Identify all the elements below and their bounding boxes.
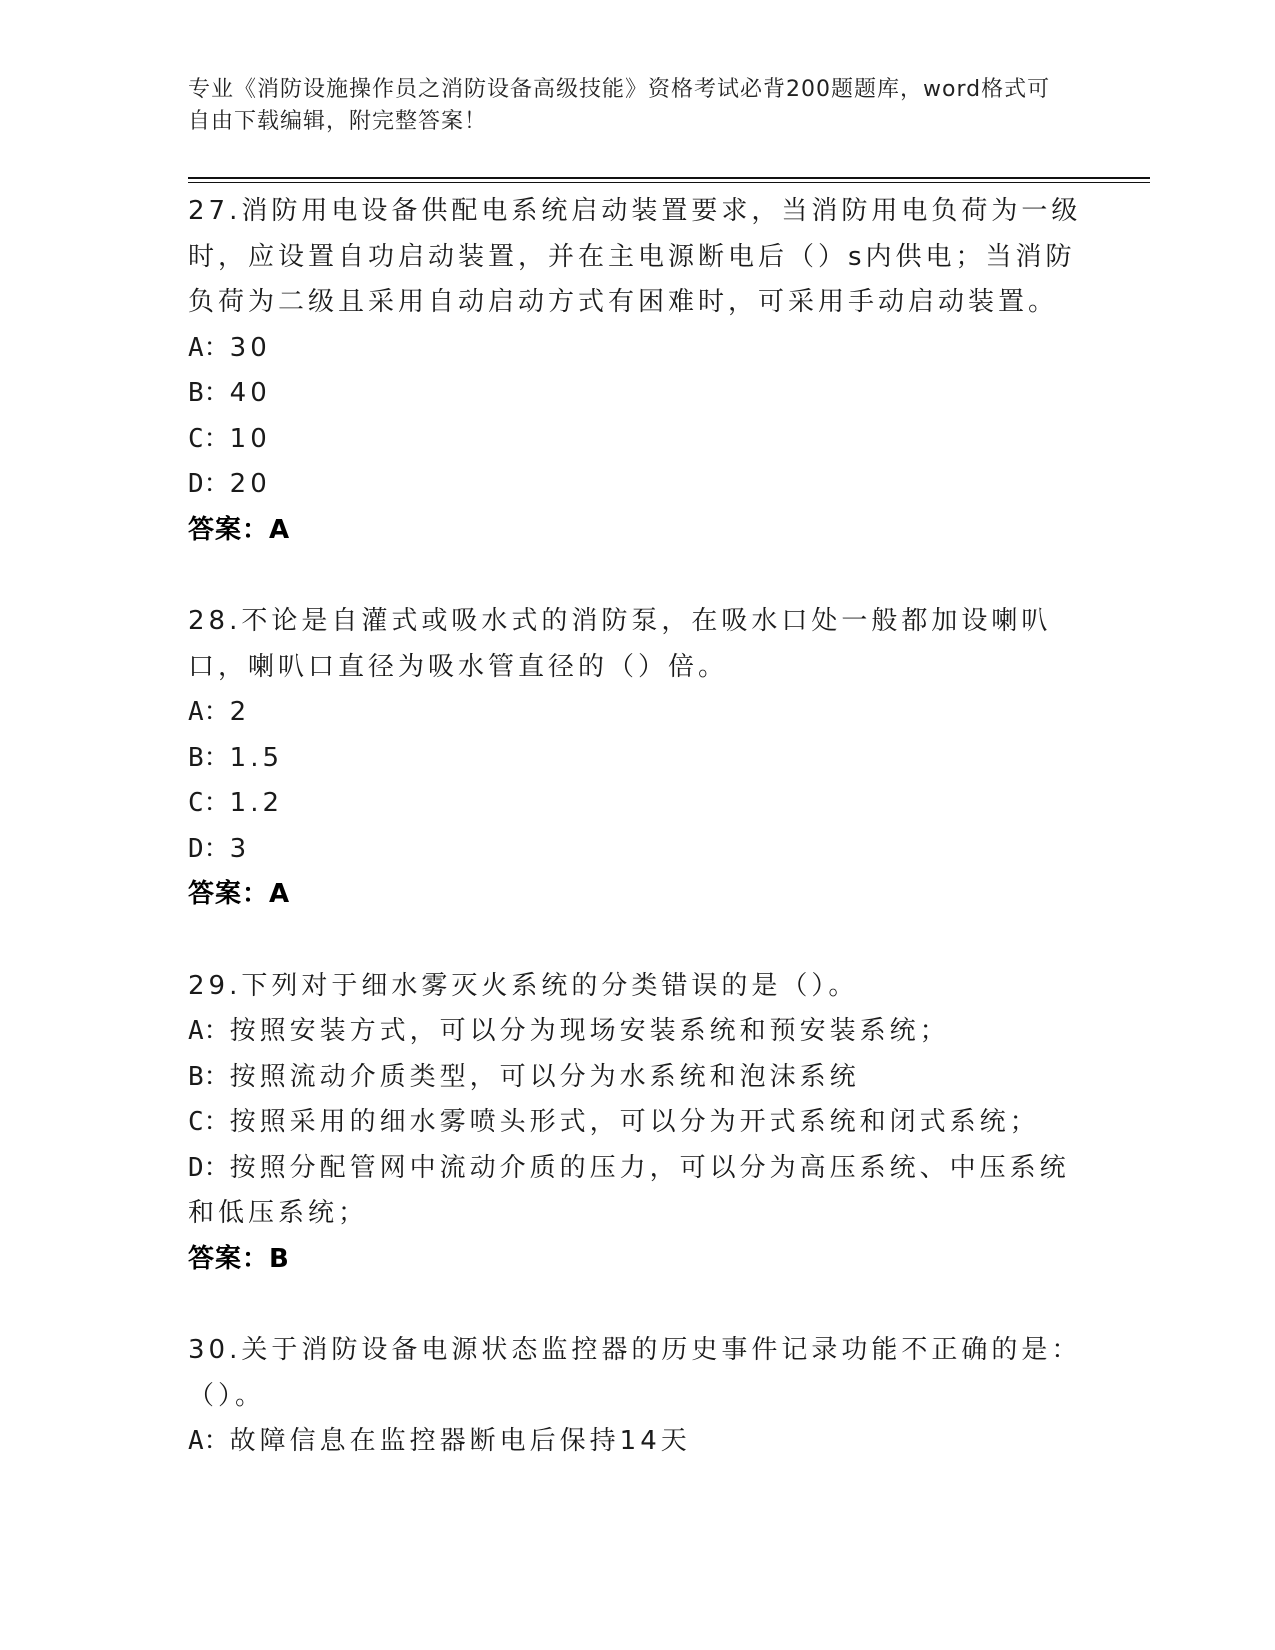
option-value: 按照分配管网中流动介质的压力，可以分为高压系统、中压系统和低压系统； xyxy=(188,1152,1070,1228)
option-c xyxy=(188,781,1088,827)
option-a xyxy=(188,690,1088,736)
question-28 xyxy=(188,599,1088,918)
question-list xyxy=(188,189,1088,1511)
option-d xyxy=(188,827,1088,873)
option-value: 按照流动介质类型，可以分为水系统和泡沫系统 xyxy=(229,1061,860,1092)
question-29 xyxy=(188,964,1088,1283)
answer: 答案：A xyxy=(188,879,291,909)
option-value: 3 xyxy=(229,833,251,864)
option-label: A： xyxy=(188,1016,230,1046)
option-a xyxy=(188,1419,1088,1465)
option-c xyxy=(188,417,1088,463)
option-value: 10 xyxy=(229,423,271,454)
option-d xyxy=(188,462,1088,508)
option-value: 故障信息在监控器断电后保持14天 xyxy=(229,1426,691,1456)
question-text: 30.关于消防设备电源状态监控器的历史事件记录功能不正确的是：（）。 xyxy=(188,1335,1082,1411)
option-value: 按照安装方式，可以分为现场安装系统和预安装系统； xyxy=(229,1016,950,1046)
option-label: D： xyxy=(188,469,230,499)
option-value: 按照采用的细水雾喷头形式，可以分为开式系统和闭式系统； xyxy=(229,1107,1040,1137)
option-label: A： xyxy=(188,332,230,363)
option-label: C： xyxy=(188,1107,230,1137)
option-label: C： xyxy=(188,423,230,454)
option-b xyxy=(188,1055,1088,1101)
option-label: A： xyxy=(188,1426,230,1456)
answer: 答案：A xyxy=(188,514,291,545)
option-c xyxy=(188,1100,1088,1146)
answer: 答案：B xyxy=(188,1243,290,1274)
option-label: B： xyxy=(188,1061,230,1092)
question-text: 28.不论是自灌式或吸水式的消防泵，在吸水口处一般都加设喇叭口，喇叭口直径为吸水管直径的（）倍。 xyxy=(188,606,1052,682)
option-value: 40 xyxy=(229,378,271,408)
option-a xyxy=(188,1009,1088,1055)
option-d xyxy=(188,1146,1088,1237)
option-value: 1.5 xyxy=(229,742,284,773)
option-label: D： xyxy=(188,1152,230,1183)
option-value: 1.2 xyxy=(229,788,284,818)
option-label: C： xyxy=(188,788,230,818)
question-text: 29.下列对于细水雾灭火系统的分类错误的是（）。 xyxy=(188,970,859,1001)
option-label: A： xyxy=(188,697,230,727)
question-text: 27.消防用电设备供配电系统启动装置要求，当消防用电负荷为一级时，应设置自功启动装置，并在主电源断电后（）s内供电；当消防负荷为二级且采用自动启动方式有困难时，可采用手动启动装置。 xyxy=(188,196,1082,317)
header-rule-thick xyxy=(188,177,1150,179)
header-rule-thin xyxy=(188,182,1150,183)
option-b xyxy=(188,736,1088,782)
option-value: 20 xyxy=(229,469,271,499)
option-value: 30 xyxy=(229,332,271,363)
option-label: D： xyxy=(188,833,230,864)
option-a xyxy=(188,326,1088,372)
option-b xyxy=(188,371,1088,417)
option-label: B： xyxy=(188,378,230,408)
document-header: 专业《消防设施操作员之消防设备高级技能》资格考试必背200题题库，word格式可自由下载编辑，附完整答案！ xyxy=(188,77,1051,134)
question-27 xyxy=(188,189,1088,553)
option-label: B： xyxy=(188,742,230,773)
question-30 xyxy=(188,1328,1088,1465)
option-value: 2 xyxy=(229,697,251,727)
